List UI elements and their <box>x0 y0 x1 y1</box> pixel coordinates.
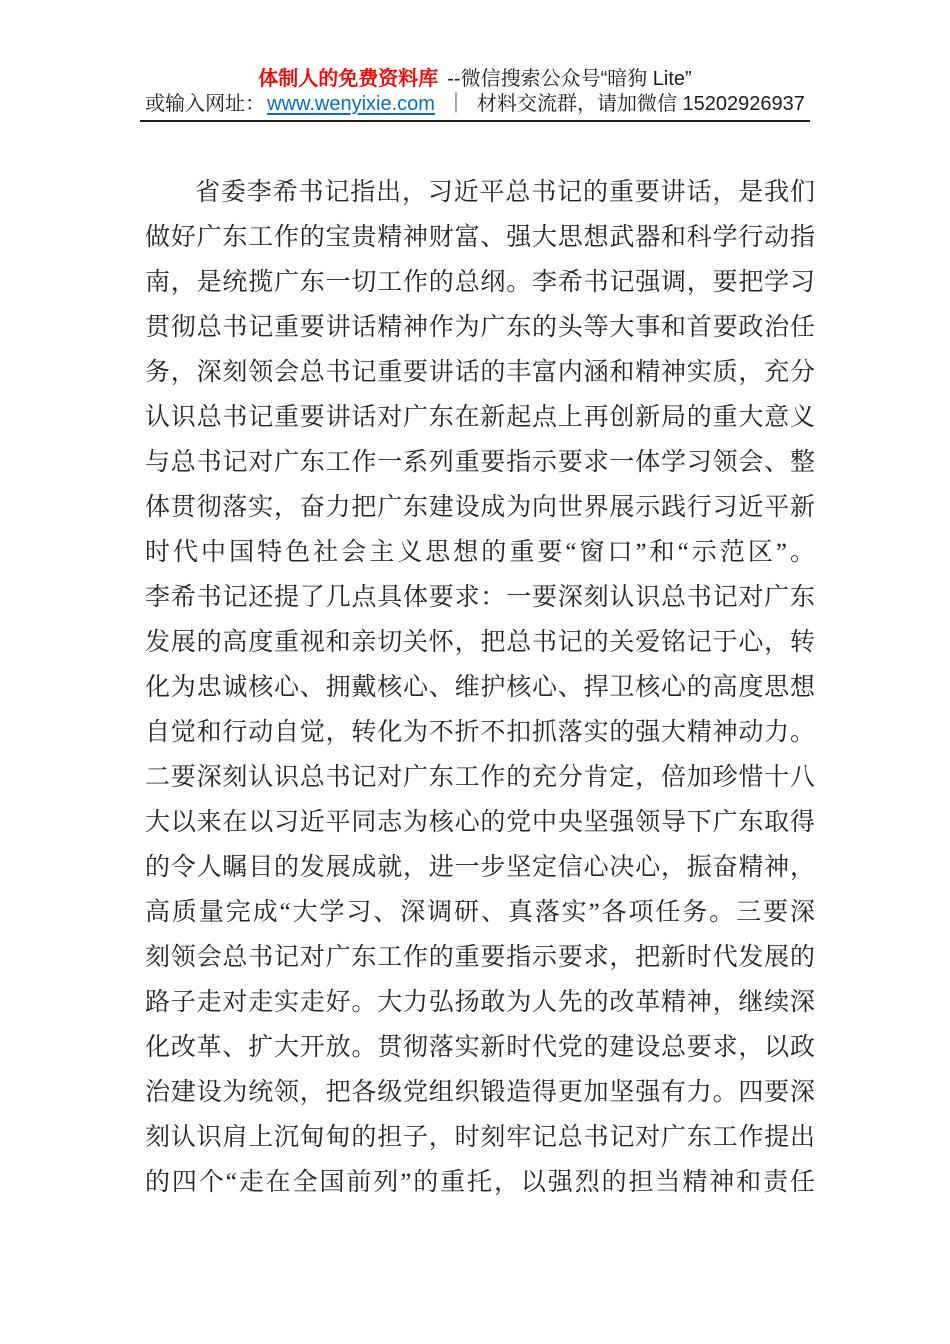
body-line: 大以来在以习近平同志为核心的党中央坚强领导下广东取得 <box>145 809 815 836</box>
body-line: 化改革、扩大开放。贯彻落实新时代党的建设总要求，以政 <box>145 1034 815 1061</box>
body-line: 时代中国特色社会主义思想的重要“窗口”和“示范区”。 <box>145 539 815 566</box>
body-line: 李希书记还提了几点具体要求：一要深刻认识总书记对广东 <box>145 584 815 611</box>
body-line: 贯彻总书记重要讲话精神作为广东的头等大事和首要政治任 <box>145 314 815 341</box>
body-line: 的四个“走在全国前列”的重托，以强烈的担当精神和责任 <box>145 1169 815 1196</box>
header-divider <box>140 120 810 122</box>
body-line: 高质量完成“大学习、深调研、真落实”各项任务。三要深 <box>145 899 815 926</box>
brand-title: 体制人的免费资料库 <box>258 68 439 90</box>
body-line: 自觉和行动自觉，转化为不折不扣抓落实的强大精神动力。 <box>145 719 815 746</box>
body-line: 路子走对走实走好。大力弘扬敢为人先的改革精神，继续深 <box>145 989 815 1016</box>
header-line-1 <box>0 67 950 92</box>
separator-bar: ｜ <box>445 93 466 115</box>
contact-label: 材料交流群，请加微信 15202926937 <box>476 93 805 115</box>
promo-header <box>0 0 950 122</box>
body-line: 省委李希书记指出，习近平总书记的重要讲话，是我们 <box>195 179 815 206</box>
body-line: 认识总书记重要讲话对广东在新起点上再创新局的重大意义 <box>145 404 815 431</box>
body-line: 发展的高度重视和亲切关怀，把总书记的关爱铭记于心，转 <box>145 629 815 656</box>
url-prefix-label: 或输入网址： <box>145 93 266 115</box>
body-line: 化为忠诚核心、拥戴核心、维护核心、捍卫核心的高度思想 <box>145 674 815 701</box>
body-line: 刻领会总书记对广东工作的重要指示要求，把新时代发展的 <box>145 944 815 971</box>
body-line: 与总书记对广东工作一系列重要指示要求一体学习领会、整 <box>145 449 815 476</box>
body-line: 二要深刻认识总书记对广东工作的充分肯定，倍加珍惜十八 <box>145 764 815 791</box>
brand-tagline: --微信搜索公众号“暗狗 Lite” <box>447 68 692 90</box>
body-line: 体贯彻落实，奋力把广东建设成为向世界展示践行习近平新 <box>145 494 815 521</box>
body-line: 治建设为统领，把各级党组织锻造得更加坚强有力。四要深 <box>145 1079 815 1106</box>
body-line: 刻认识肩上沉甸甸的担子，时刻牢记总书记对广东工作提出 <box>145 1124 815 1151</box>
body-line: 南，是统揽广东一切工作的总纲。李希书记强调，要把学习 <box>145 269 815 296</box>
body-line: 的令人瞩目的发展成就，进一步坚定信心决心，振奋精神， <box>145 854 815 881</box>
body-paragraph <box>145 170 815 1205</box>
website-link[interactable]: www.wenyixie.com <box>267 93 435 115</box>
body-line: 做好广东工作的宝贵精神财富、强大思想武器和科学行动指 <box>145 224 815 251</box>
header-line-2 <box>0 92 950 117</box>
body-line: 务，深刻领会总书记重要讲话的丰富内涵和精神实质，充分 <box>145 359 815 386</box>
